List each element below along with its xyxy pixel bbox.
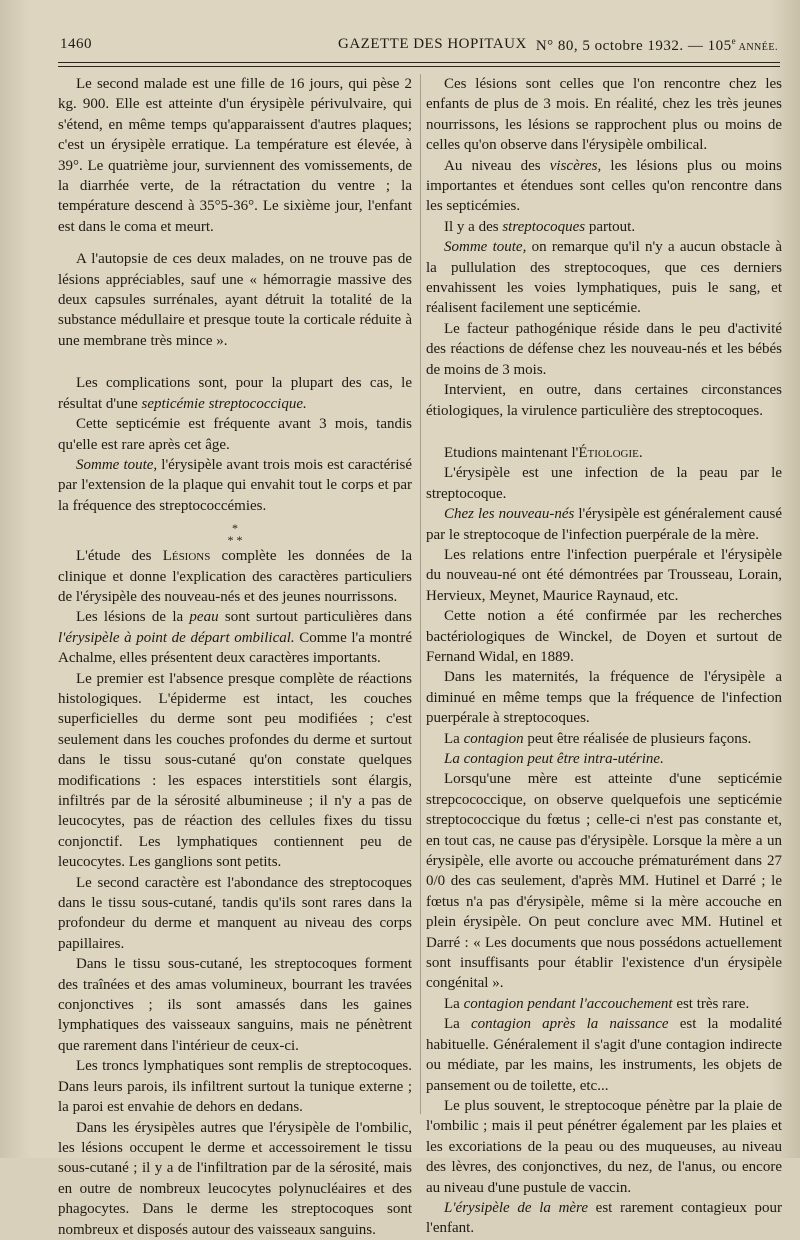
text-run: La <box>444 730 464 747</box>
text-run: Les relations entre l'infection puerpérale et l'érysipèle du nouveau-né ont été démontrées par Trousseau, Lorain, Hervieux, Meynet, Maurice Raynaud, etc. <box>426 546 782 604</box>
text-run: La <box>444 1016 471 1033</box>
paragraph <box>426 1014 782 1096</box>
italic-run: peau <box>189 609 219 626</box>
text-run: Les troncs lymphatiques sont remplis de streptocoques. Dans leurs parois, ils infiltrent surtout la tunique externe ; la paroi est envahie de dehors en dedans. <box>58 1058 412 1116</box>
spacer <box>58 351 412 373</box>
text-run: A l'autopsie de ces deux malades, on ne trouve pas de lésions appréciables, sauf une « hémorragie massive des deux capsules surrénales, ayant détruit la totalité de la substance médullaire et presque toute la corticale réduite à une membrane très mince ». <box>58 251 412 349</box>
issue-sup: e <box>731 36 737 46</box>
text-run: est la modalité habituelle. Généralement il s'agit d'une contagion indirecte ou médiate, par les mains, les instruments, les objets de pansement ou de toilette, etc... <box>426 1016 782 1094</box>
paragraph <box>58 669 412 873</box>
text-run: . <box>638 444 643 461</box>
paragraph <box>426 994 782 1014</box>
text-run: Le plus souvent, le streptocoque pénètre par la plaie de l'ombilic ; mais il peut pénétrer également par les plaies et les excoriations de la peau ou des muqueuses, au niveau des lèvres, des conjonctives, du nez, de l'anus, ou encore au niveau d'une pustule de vaccin. <box>426 1097 782 1196</box>
journal-title: GAZETTE DES HOPITAUX <box>338 36 527 52</box>
paragraph <box>426 156 782 217</box>
text-run: l'érysipèle est généralement causé par le streptocoque de l'infection puerpérale de la mère. <box>426 506 782 543</box>
italic-run: Chez les nouveau-nés <box>444 506 575 523</box>
italic-run: Somme toute, <box>76 456 158 473</box>
text-run: peut être réalisée de plusieurs façons. <box>523 730 752 747</box>
text-run: Le second caractère est l'abondance des streptocoques dans le tissu sous-cutané, tandis qu'ils sont rares dans la profondeur du derme et manquent au niveau des corps papillaires. <box>58 874 412 952</box>
paragraph <box>426 74 782 156</box>
paragraph <box>58 249 412 351</box>
paragraph <box>426 380 782 421</box>
text-run: Cette septicémie est fréquente avant 3 mois, tandis qu'elle est rare après cet âge. <box>58 416 412 453</box>
right-column <box>426 74 782 1239</box>
text-run: Etudions maintenant l' <box>444 444 579 461</box>
text-run: Dans les maternités, la fréquence de l'érysipèle a diminué en même temps que la fréquence de l'infection puerpérale à streptocoques. <box>426 669 782 727</box>
paragraph <box>58 1056 412 1117</box>
header-rule <box>58 62 780 63</box>
paragraph <box>426 443 782 463</box>
italic-run: Somme toute, <box>444 239 527 256</box>
text-run: est rarement contagieux pour l'enfant. <box>426 1199 782 1237</box>
italic-run: viscères, <box>549 157 602 174</box>
paragraph <box>58 607 412 668</box>
paragraph <box>58 954 412 1056</box>
paragraph <box>58 873 412 955</box>
text-run: Cette notion a été confirmée par les recherches bactériologiques de Winckel, de Doyen et surtout de Fernand Widal, en 1889. <box>426 608 782 665</box>
issue-info <box>536 36 778 55</box>
paragraph <box>58 546 412 607</box>
paragraph <box>426 667 782 728</box>
paragraph <box>426 463 782 504</box>
issue-text: N° 80, 5 octobre 1932. — 105 <box>535 38 732 54</box>
text-run: Il y a des <box>444 218 503 235</box>
paragraph <box>426 1096 782 1198</box>
text-run: complète les données de la clinique et donne l'explication des caractères particuliers de l'érysipèle des nouveau-nés et des jeunes nourrissons. <box>58 548 412 605</box>
paragraph <box>426 729 782 749</box>
text-run: L'érysipèle est une infection de la peau par le streptocoque. <box>426 465 782 502</box>
paragraph <box>58 1118 412 1240</box>
text-run: partout. <box>585 218 636 235</box>
header-rule-thin <box>58 66 780 67</box>
text-run: Le premier est l'absence presque complète de réactions histologiques. L'épiderme est intact, les couches superficielles du derme sont peu modifiées ; c'est seulement dans les couches profondes du derme et surtout dans le tissu sous-cutané qu'on constate quelques modifications : les espaces interstitiels sont élargis, infiltrés par de la sérosité albumineuse ; il n'y a pas de leucocytes, pas de réaction des cellules fixes du tissu conjonctif. Les lymphatiques contiennent peu de leucocytes. Les ganglions sont petits. <box>58 670 412 871</box>
paragraph <box>426 1198 782 1239</box>
text-run: Intervient, en outre, dans certaines circonstances étiologiques, la virulence particulière des streptocoques. <box>426 382 782 419</box>
italic-run: La contagion peut être intra-utérine. <box>444 751 664 767</box>
text-run: Dans le tissu sous-cutané, les streptocoques forment des traînées et des amas volumineux, bourrant les travées conjonctives ; ils sont amassés dans les gaines lymphatiques des vaisseaux sanguins, mais ne pénètrent que rarement dans l'intérieur de ceux-ci. <box>58 956 412 1054</box>
text-run: La <box>444 995 464 1012</box>
text-run: Le facteur pathogénique réside dans le peu d'activité des réactions de défense chez les nouveau-nés et les bébés de moins de 3 mois. <box>426 320 782 378</box>
paragraph <box>426 217 782 237</box>
paragraph <box>426 545 782 606</box>
italic-run: septicémie streptococcique. <box>141 395 307 412</box>
text-run: Lorsqu'une mère est atteinte d'une septicémie strepcococcique, on observe quelquefois une septicémie streptococcique du fœtus ; celle-ci n'est pas constante et, en tout cas, ne cause pas d'érysipèle. Lorsque la mère a un érysipèle, elle avorte ou accouche prématurément dans 27 0/0 des cas seulement, d'après MM. Hutinel et Darré ; le fœtus n'a pas d'érysipèle, même si la mère accouche en plein érysipèle. On peut conclure avec MM. Hutinel et Darré : « Les documents que nous possédons actuellement sont insuffisants pour établir l'existence d'un érysipèle congénital ». <box>426 771 782 992</box>
text-run: est très rare. <box>672 995 750 1012</box>
text-run: Comme l'a montré Achalme, elles présentent deux caractères importants. <box>58 629 412 667</box>
small-caps-run: Étiologie <box>578 444 639 461</box>
small-caps-run: Lésions <box>162 548 211 565</box>
text-run: Ces lésions sont celles que l'on rencontre chez les enfants de plus de 3 mois. En réalité, chez les très jeunes nourrissons, les lésions se rapprochent plus ou moins de celles qu'on observe dans l'érysipèle ombilical. <box>426 76 782 154</box>
spacer <box>426 421 782 443</box>
paragraph <box>426 319 782 380</box>
text-run: Au niveau des <box>444 157 550 174</box>
paragraph <box>426 769 782 993</box>
paragraph <box>58 414 412 455</box>
italic-run: l'érysipèle à point de départ ombilical. <box>58 629 295 646</box>
asterism-top: * <box>232 521 238 536</box>
italic-run: streptocoques <box>502 218 586 235</box>
text-run: l'érysipèle avant trois mois est caractérisé par l'extension de la plaque qui envahit tout le corps et par la fréquence des streptococcémies. <box>58 456 412 514</box>
text-run: sont surtout particulières dans <box>218 609 412 626</box>
paragraph <box>426 504 782 545</box>
italic-run: contagion pendant l'accouchement <box>463 995 673 1012</box>
paragraph <box>58 74 412 237</box>
page-number: 1460 <box>60 36 92 52</box>
paragraph <box>58 455 412 516</box>
text-run: L'étude des <box>76 548 163 565</box>
italic-run: contagion après la naissance <box>470 1016 669 1033</box>
text-run: Les complications sont, pour la plupart des cas, le résultat d'une <box>58 375 412 412</box>
text-run: les lésions plus ou moins importantes et étendues sont celles qu'on rencontre dans les septicémies. <box>426 157 782 215</box>
paragraph <box>58 373 412 414</box>
text-run: Dans les érysipèles autres que l'érysipèle de l'ombilic, les lésions occupent le derme et accessoirement le tissu sous-cutané ; il y a de l'infiltration par de la sérosité, mais en outre de nombreux leucocytes polynucléaires et des phagocytes. Dans le derme les streptocoques sont nombreux et disposés autour des vaisseaux sanguins. <box>58 1119 412 1238</box>
spacer <box>58 237 412 249</box>
issue-small: ANNÉE. <box>736 42 778 53</box>
section-asterism <box>58 516 412 546</box>
text-run: Les lésions de la <box>76 609 190 626</box>
paragraph <box>426 749 782 769</box>
column-divider <box>420 74 421 1114</box>
paragraph <box>426 606 782 667</box>
italic-run: contagion <box>463 730 524 747</box>
asterism-bottom: * * <box>227 533 243 548</box>
text-run: on remarque qu'il n'y a aucun obstacle à la pullulation des streptocoques, que ces derniers envahissent les voies lymphatiques, puis le sang, et réalisent facilement une septicémie. <box>426 239 782 317</box>
left-column <box>58 74 412 1240</box>
paragraph <box>426 237 782 319</box>
text-run: Le second malade est une fille de 16 jours, qui pèse 2 kg. 900. Elle est atteinte d'un érysipèle périvulvaire, qui s'étend, en même temps qu'apparaissent d'autres plaques; c'est un érysipèle erratique. La température est élevée, à 39°. Le quatrième jour, surviennent des vomissements, de la diarrhée verte, de la rétractation du ventre ; la température descend à 35°5-36°. Le sixième jour, l'enfant est dans le coma et meurt. <box>58 76 412 235</box>
italic-run: L'érysipèle de la mère <box>444 1199 588 1216</box>
